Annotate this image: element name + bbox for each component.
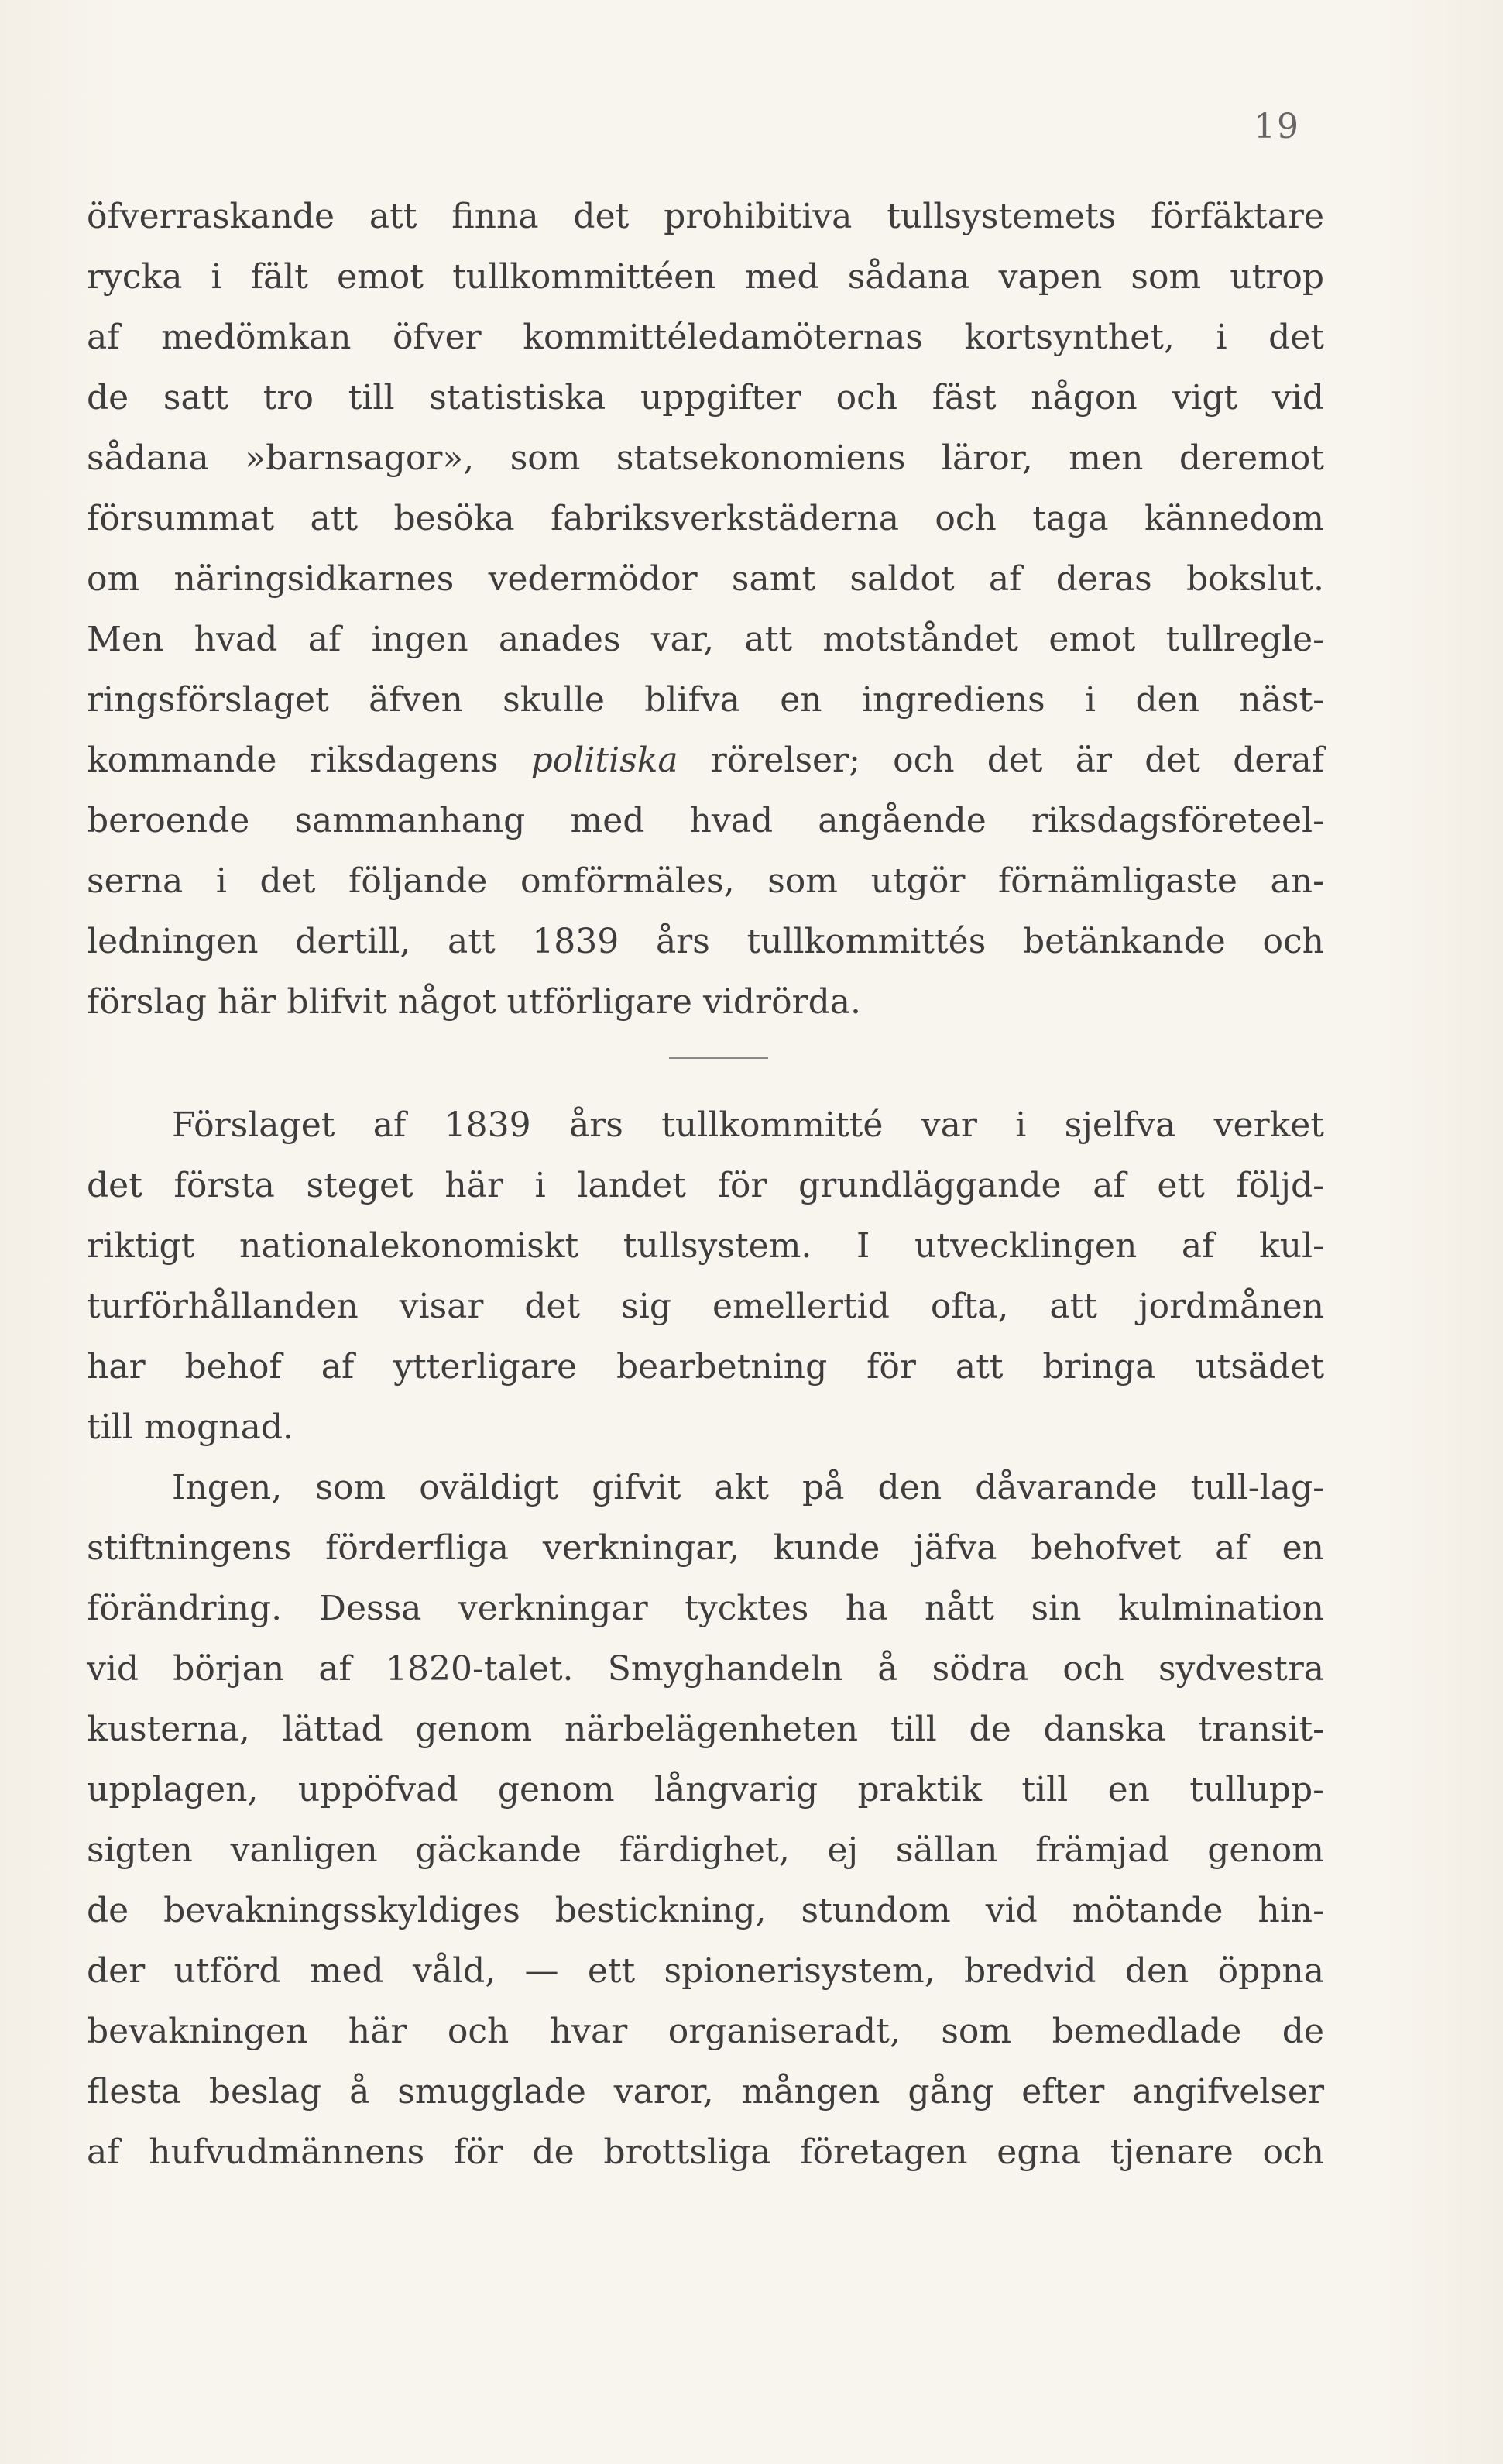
text-line-with-italic: [87, 730, 1324, 791]
text-line: riktigt nationalekonomiskt tullsystem. I utvecklingen af kul-: [87, 1226, 1324, 1266]
text-line: om näringsidkarnes vedermödor samt saldot af deras bokslut.: [87, 559, 1324, 599]
text-line: ledningen dertill, att 1839 års tullkommittés betänkande och: [87, 922, 1324, 961]
text-line: Förslaget af 1839 års tullkommitté var i sjelfva verket: [172, 1105, 1324, 1145]
text-line: sådana »barnsagor», som statsekonomiens läror, men deremot: [87, 438, 1324, 478]
text-line: förändring. Dessa verkningar tycktes ha nått sin kulmination: [87, 1589, 1324, 1628]
text-line: Ingen, som oväldigt gifvit akt på den dåvarande tull-lag-: [172, 1468, 1324, 1507]
text-line: försummat att besöka fabriksverkstäderna och taga kännedom: [87, 499, 1324, 538]
italic-word: politiska: [530, 741, 678, 780]
text-line: ringsförslaget äfven skulle blifva en ingrediens i den näst-: [87, 680, 1324, 720]
text-line: turförhållanden visar det sig emellertid ofta, att jordmånen: [87, 1287, 1324, 1326]
text-line: till mognad.: [87, 1407, 293, 1447]
text-line: de bevakningsskyldiges bestickning, stundom vid mötande hin-: [87, 1891, 1324, 1930]
text-line: beroende sammanhang med hvad angående riksdagsföreteel-: [87, 801, 1324, 840]
text-line: kusterna, lättad genom närbelägenheten till de danska transit-: [87, 1710, 1324, 1749]
text-line: sigten vanligen gäckande färdighet, ej sällan främjad genom: [87, 1830, 1324, 1870]
text-line: det första steget här i landet för grundläggande af ett följd-: [87, 1166, 1324, 1205]
text-line: der utförd med våld, — ett spionerisystem, bredvid den öppna: [87, 1951, 1324, 1991]
page-number: 19: [1254, 107, 1300, 146]
text-line: Men hvad af ingen anades var, att motståndet emot tullregle-: [87, 620, 1324, 659]
text-line: bevakningen här och hvar organiseradt, som bemedlade de: [87, 2012, 1324, 2051]
text-line: de satt tro till statistiska uppgifter och fäst någon vigt vid: [87, 378, 1324, 418]
text-line: har behof af ytterligare bearbetning för att bringa utsädet: [87, 1347, 1324, 1387]
text-segment: rörelser; och det är det deraf: [678, 741, 1325, 780]
text-line: af hufvudmännens för de brottsliga företagen egna tjenare och: [87, 2132, 1324, 2172]
text-line: flesta beslag å smugglade varor, mången gång efter angifvelser: [87, 2072, 1324, 2112]
text-line: förslag här blifvit något utförligare vidrörda.: [87, 982, 861, 1022]
text-line: upplagen, uppöfvad genom långvarig praktik till en tullupp-: [87, 1770, 1324, 1809]
text-line: stiftningens förderfliga verkningar, kunde jäfva behofvet af en: [87, 1528, 1324, 1568]
text-line: rycka i fält emot tullkommittéen med sådana vapen som utrop: [87, 257, 1324, 297]
text-line: af medömkan öfver kommittéledamöternas kortsynthet, i det: [87, 318, 1324, 357]
text-line: öfverraskande att finna det prohibitiva tullsystemets förfäktare: [87, 197, 1324, 236]
text-line: serna i det följande omförmäles, som utgör förnämligaste an-: [87, 861, 1324, 901]
text-segment: kommande riksdagens: [87, 741, 531, 780]
text-line: vid början af 1820-talet. Smyghandeln å södra och sydvestra: [87, 1649, 1324, 1689]
section-divider: [669, 1057, 768, 1059]
